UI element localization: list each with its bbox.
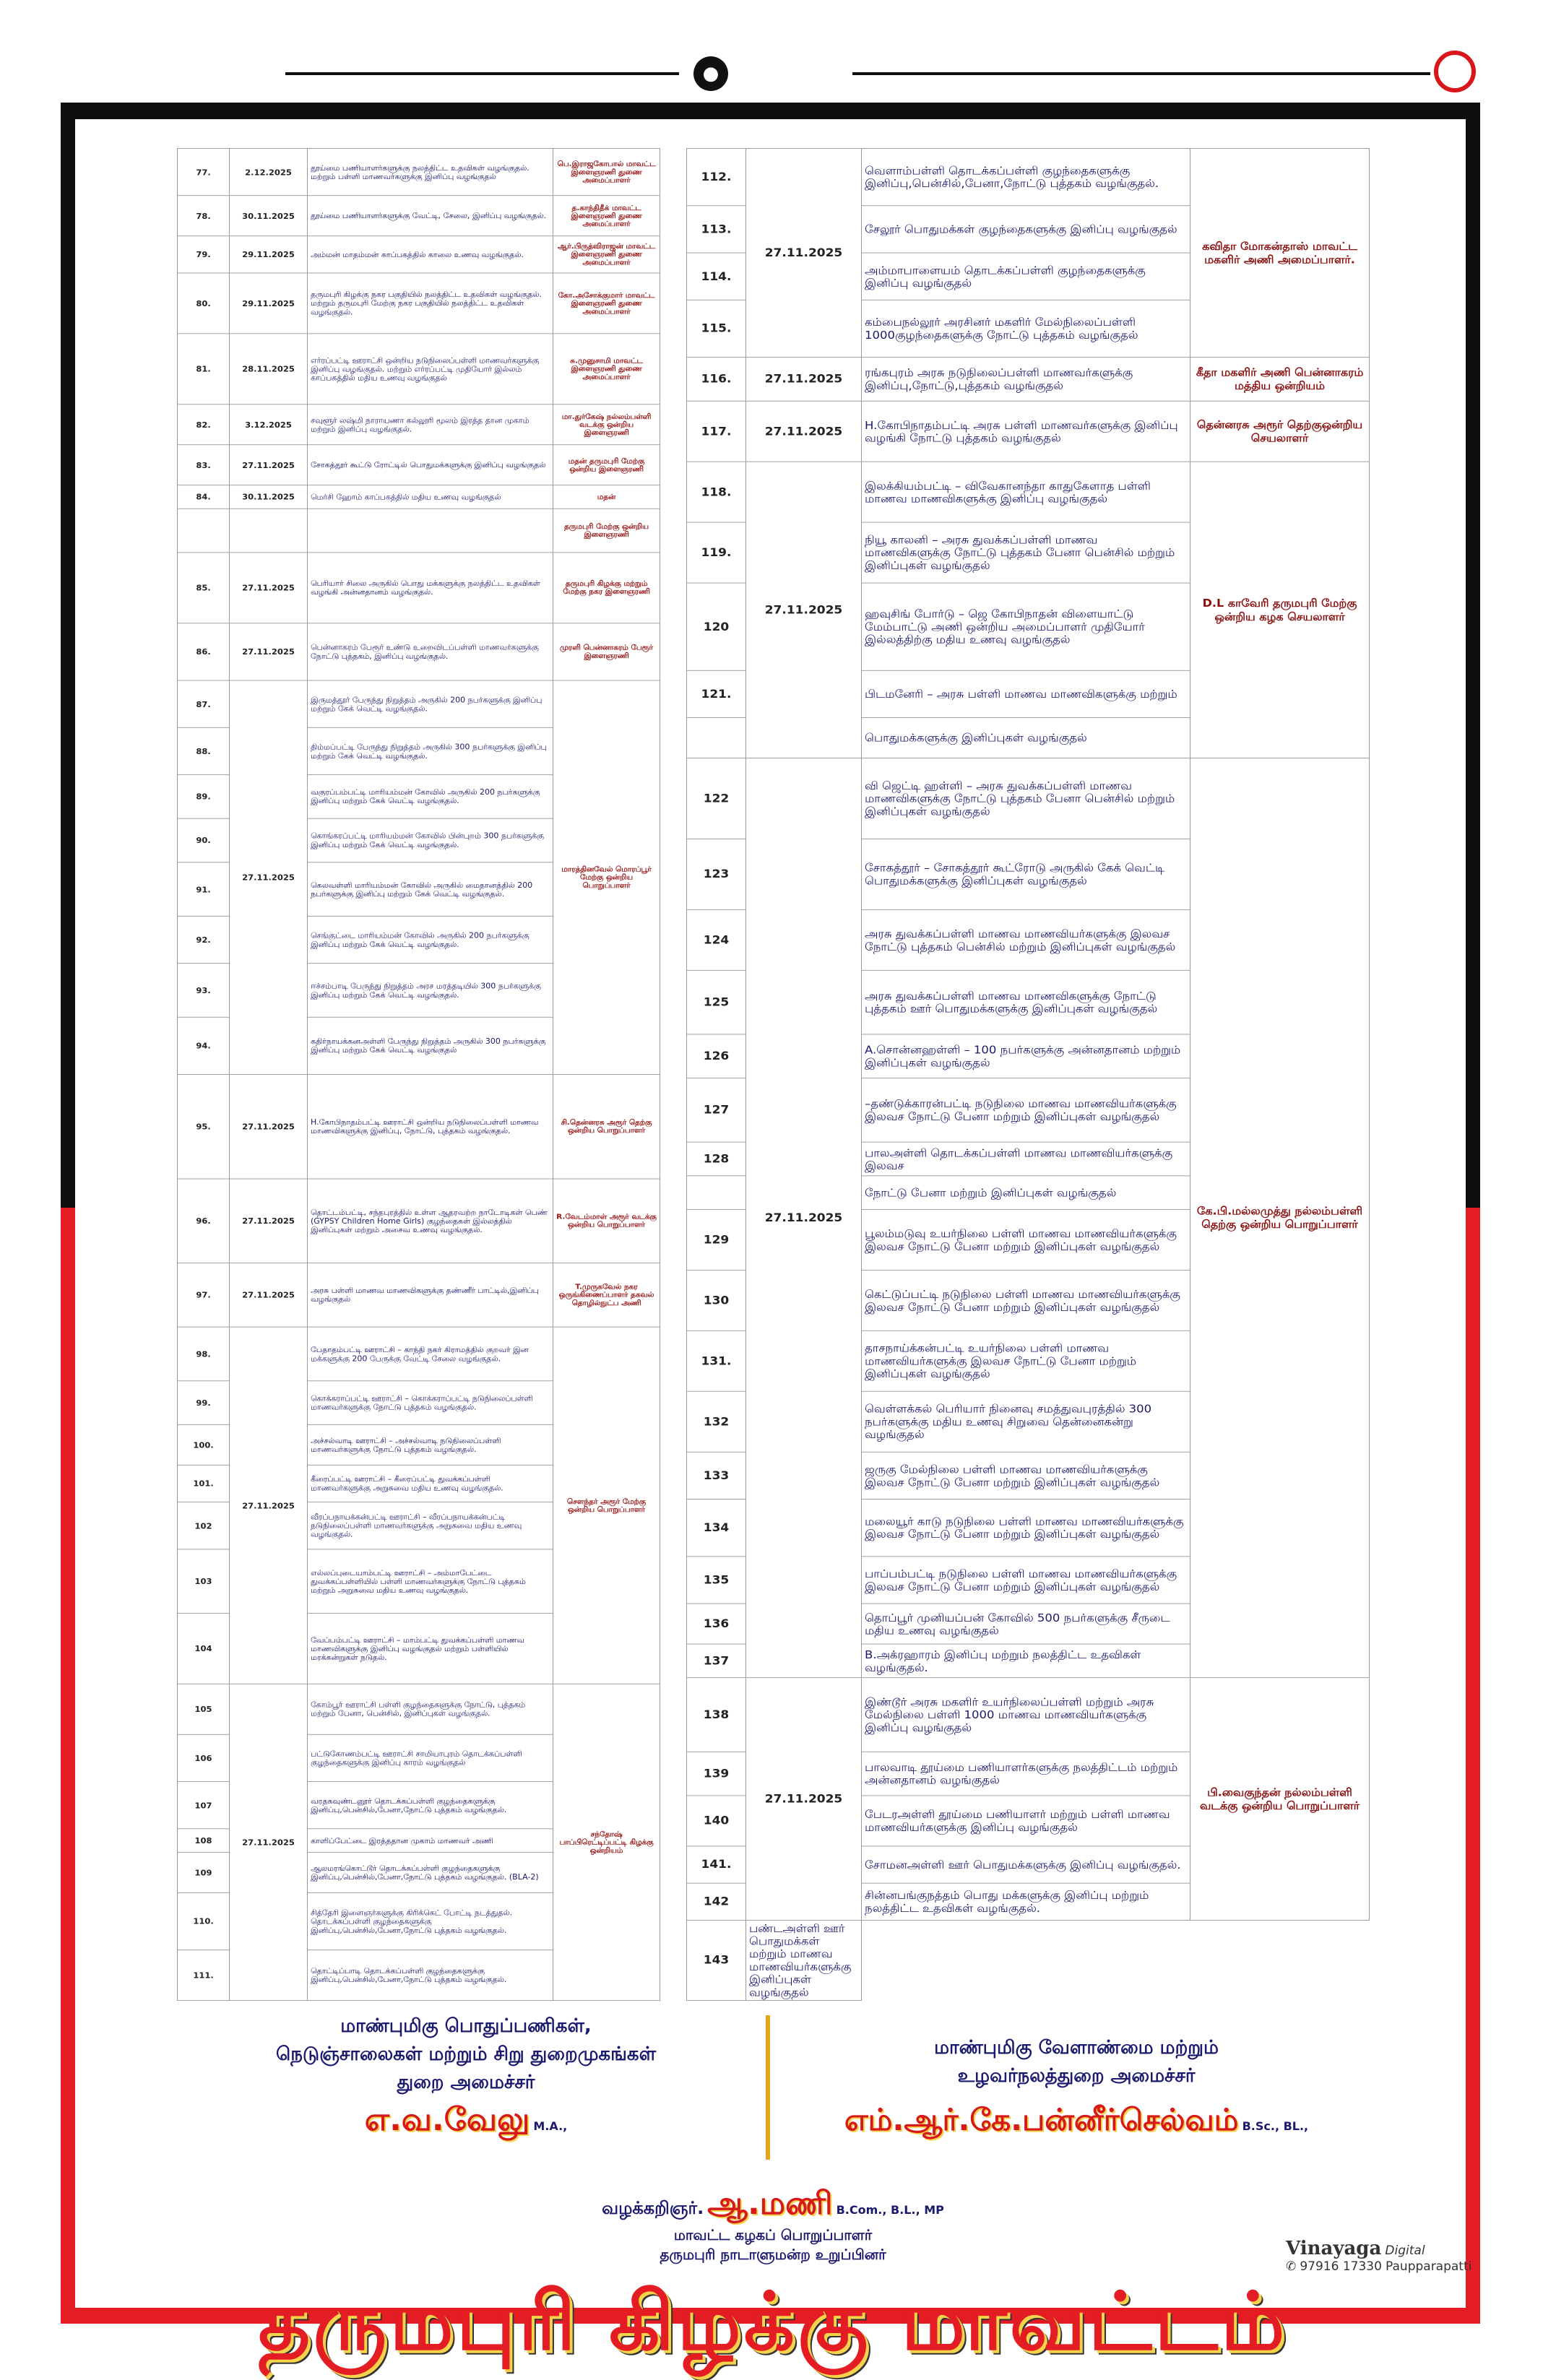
row-date: 27.11.2025 bbox=[230, 1327, 308, 1684]
table-row bbox=[687, 462, 1370, 522]
row-number: 110. bbox=[178, 1892, 230, 1950]
row-description: H.கோபிநாதம்பட்டி ஊராட்சி ஒன்றிய நடுநிலைப்பள்ளி மாணவ மாணவிகளுக்கு இனிப்பு, நோட்டு, புத்தகம் வழங்குதல். bbox=[308, 1075, 553, 1180]
row-date: 27.11.2025 bbox=[230, 623, 308, 680]
table-row bbox=[178, 1263, 660, 1328]
row-number: 121. bbox=[687, 670, 746, 717]
row-description: B.அக்ரஹாரம் இனிப்பு மற்றும் நலத்திட்ட உதவிகள் வழங்குதல். bbox=[862, 1644, 1190, 1678]
row-description: தருமபுரி கிழக்கு நகர பகுதியில் நலத்திட்ட உதவிகள் வழங்குதல். மற்றும் தருமபுரி மேற்கு நகர பகுதியில் நலத்திட்ட உதவிகள் வழங்குதல். bbox=[308, 273, 553, 334]
row-description: பிடமனேரி – அரசு பள்ளி மாணவ மாணவிகளுக்கு மற்றும் bbox=[862, 670, 1190, 717]
row-description: வீரப்பநாயக்கன்பட்டி ஊராட்சி – வீரப்பநாயக்கன்பட்டி நடுநிலைப்பள்ளி மாணவர்களுக்கு அறுசுவை மதிய உணவு வழங்குதல். bbox=[308, 1502, 553, 1549]
row-number: 84. bbox=[178, 485, 230, 509]
row-description: தொட்டம்பட்டி, சந்தபுரத்தில் உள்ள ஆதரவற்ற நாடோடிகள் பெண் (GYPSY Children Home Girls) குழந்தைகள் இல்லத்தில் இனிப்புகள் மற்றும் அசைவ உணவு வழங்குதல். bbox=[308, 1179, 553, 1263]
row-number: 138 bbox=[687, 1678, 746, 1752]
row-description: அச்சல்வாடி ஊராட்சி – அச்சல்வாடி நடுநிலைப்பள்ளி மாணவர்களுக்கு நோட்டு புத்தகம் வழங்குதல். bbox=[308, 1424, 553, 1465]
row-description: அரசு துவக்கப்பள்ளி மாணவ மாணவிகளுக்கு நோட்டு புத்தகம் ஊர் பொதுமக்களுக்கு இனிப்புகள் வழங்குதல் bbox=[862, 970, 1190, 1034]
center-name: ஆ.மணி bbox=[707, 2185, 833, 2222]
row-number: 123 bbox=[687, 839, 746, 909]
row-number: 131. bbox=[687, 1330, 746, 1391]
row-description: நோட்டு பேனா மற்றும் இனிப்புகள் வழங்குதல் bbox=[862, 1176, 1190, 1210]
row-organizer: ஆர்.பிருத்விராஜன் மாவட்ட இளைஞரணி துணை அமைப்பாளர் bbox=[553, 236, 660, 273]
footer-left-minister bbox=[177, 2015, 755, 2142]
table-row bbox=[178, 404, 660, 445]
row-date: 29.11.2025 bbox=[230, 273, 308, 334]
row-number: 128 bbox=[687, 1142, 746, 1176]
footer-divider bbox=[766, 2015, 770, 2160]
row-number: 126 bbox=[687, 1034, 746, 1078]
row-number: 108 bbox=[178, 1829, 230, 1853]
row-description: பேதாதம்பட்டி ஊராட்சி – காந்தி நகர் கிராமத்தில் குறவர் இன மக்களுக்கு 200 பேருக்கு வேட்டி சேலை வழங்குதல். bbox=[308, 1327, 553, 1381]
table-row bbox=[178, 334, 660, 404]
row-date: 27.11.2025 bbox=[230, 1263, 308, 1328]
row-organizer: கோ.அசோக்குமார் மாவட்ட இளைஞரணி துணை அமைப்பாளர் bbox=[553, 273, 660, 334]
row-number: 135 bbox=[687, 1557, 746, 1604]
table-row bbox=[178, 1327, 660, 1381]
row-organizer: சி.தென்னரசு அரூர் தெற்கு ஒன்றிய பொறுப்பாளர் bbox=[553, 1075, 660, 1180]
activity-table-left bbox=[177, 148, 660, 2001]
row-description: கதிர்நாயக்கனஅள்ளி பேருந்து நிறுத்தம் அருகில் 300 நபர்களுக்கு இனிப்பு மற்றும் கேக் வெட்டி வழங்குதல் bbox=[308, 1017, 553, 1074]
row-number: 98. bbox=[178, 1327, 230, 1381]
table-row bbox=[687, 401, 1370, 462]
row-number: 125 bbox=[687, 970, 746, 1034]
row-description: அரசு பள்ளி மாணவ மாணவிகளுக்கு தண்ணீர் பாட்டில்,இனிப்பு வழங்குதல் bbox=[308, 1263, 553, 1328]
row-description bbox=[308, 509, 553, 553]
row-number: 111. bbox=[178, 1950, 230, 2001]
row-number: 82. bbox=[178, 404, 230, 445]
row-date: 27.11.2025 bbox=[746, 462, 862, 758]
row-description: செங்குட்டை மாரியம்மன் கோவில் அருகில் 200 நபர்களுக்கு இனிப்பு மற்றும் கேக் வெட்டி வழங்குதல். bbox=[308, 916, 553, 963]
row-description: ஜருகு மேல்நிலை பள்ளி மாணவ மாணவியர்களுக்கு இலவச நோட்டு பேனா மற்றும் இனிப்புகள் வழங்குதல் bbox=[862, 1452, 1190, 1499]
row-organizer: கே.பி.மல்லமுத்து நல்லம்பள்ளி தெற்கு ஒன்றிய பொறுப்பாளர் bbox=[1190, 758, 1370, 1678]
row-description: பூலம்மடுவு உயர்நிலை பள்ளி மாணவ மாணவியர்களுக்கு இலவச நோட்டு பேனா மற்றும் இனிப்புகள் வழங்குதல் bbox=[862, 1209, 1190, 1270]
table-row bbox=[178, 445, 660, 485]
table-row bbox=[687, 758, 1370, 839]
row-number: 97. bbox=[178, 1263, 230, 1328]
table-row bbox=[178, 273, 660, 334]
row-description: இண்டூர் அரசு மகளிர் உயர்நிலைப்பள்ளி மற்றும் அரசு மேல்நிலை பள்ளி 1000 மாணவ மாணவியர்களுக்கு இனிப்பு வழங்குதல் bbox=[862, 1678, 1190, 1752]
row-description: தாசநாய்க்கன்பட்டி உயர்நிலை பள்ளி மாணவ மாணவியர்களுக்கு இலவச நோட்டு பேனா மற்றும் இனிப்புகள் வழங்குதல் bbox=[862, 1330, 1190, 1391]
row-number: 133 bbox=[687, 1452, 746, 1499]
row-organizer: தென்னரசு அரூர் தெற்குஒன்றிய செயலாளர் bbox=[1190, 401, 1370, 462]
row-description: சோமனஅள்ளி ஊர் பொதுமக்களுக்கு இனிப்பு வழங்குதல். bbox=[862, 1846, 1190, 1883]
row-organizer: கீதா மகளிர் அணி பென்னாகரம் மத்திய ஒன்றியம் bbox=[1190, 358, 1370, 402]
row-organizer: தருமபுரி மேற்கு ஒன்றிய இளைஞரணி bbox=[553, 509, 660, 553]
row-description: சின்னபங்குநத்தம் பொது மக்களுக்கு இனிப்பு மற்றும் நலத்திட்ட உதவிகள் வழங்குதல். bbox=[862, 1883, 1190, 1920]
row-number: 136 bbox=[687, 1604, 746, 1644]
row-number bbox=[178, 509, 230, 553]
row-number: 92. bbox=[178, 916, 230, 963]
right-title-line1: மாண்புமிகு வேளாண்மை மற்றும் bbox=[934, 2037, 1219, 2059]
top-left-rule bbox=[285, 72, 679, 75]
row-organizer: த.காந்திதீக் மாவட்ட இளைஞரணி துணை அமைப்பாளர் bbox=[553, 196, 660, 236]
row-number: 137 bbox=[687, 1644, 746, 1678]
row-description: பண்டஅள்ளி ஊர் பொதுமக்கள் மற்றும் மாணவ மாணவியர்களுக்கு இனிப்புகள் வழங்குதல் bbox=[746, 1920, 862, 2000]
row-description: சேலூர் பொதுமக்கள் குழந்தைகளுக்கு இனிப்பு வழங்குதல் bbox=[862, 206, 1190, 253]
center-prefix: வழக்கறிஞர். bbox=[602, 2198, 704, 2218]
row-number: 106 bbox=[178, 1734, 230, 1781]
row-description: நியூ காலனி – அரசு துவக்கப்பள்ளி மாணவ மாணவிகளுக்கு நோட்டு புத்தகம் பேனா பென்சில் மற்றும் இனிப்புகள் வழங்குதல் bbox=[862, 522, 1190, 583]
row-organizer: மா.துர்கேஷ் நல்லம்பள்ளி வடக்கு ஒன்றிய இளைஞரணி bbox=[553, 404, 660, 445]
row-description: எல்லப்புடையாம்பட்டி ஊராட்சி – அம்மாபேட்டை துவக்கப்பள்ளியில் பள்ளி மாணவர்களுக்கு நோட்டு புத்தகம் மற்றும் அறுசுவை மதிய உணவு வழங்குதல். bbox=[308, 1549, 553, 1614]
row-description: தூய்மை பணியாளர்களுக்கு நலத்திட்ட உதவிகள் வழங்குதல். மற்றும் பள்ளி மாணவர்களுக்கு இனிப்பு வழங்குதல் bbox=[308, 148, 553, 195]
row-description: வகுரப்பம்பட்டி மாரியம்மன் கோவில் அருகில் 200 நபர்களுக்கு இனிப்பு மற்றும் கேக் வெட்டி வழங்குதல். bbox=[308, 775, 553, 819]
row-description: பாலஅள்ளி தொடக்கப்பள்ளி மாணவ மாணவியர்களுக்கு இலவச bbox=[862, 1142, 1190, 1176]
table-row bbox=[178, 1179, 660, 1263]
row-description: கெலவள்ளி மாரியம்மன் கோவில் அருகில் மைதானத்தில் 200 நபர்களுக்கு இனிப்பு மற்றும் கேக் வெட்டி வழங்குதல். bbox=[308, 862, 553, 917]
left-minister-degree: M.A., bbox=[533, 2119, 568, 2133]
row-date: 30.11.2025 bbox=[230, 196, 308, 236]
row-organizer: மாரத்தினவேல் மொரப்பூர் மேற்கு ஒன்றிய பொறுப்பாளர் bbox=[553, 680, 660, 1074]
row-number: 87. bbox=[178, 680, 230, 727]
row-description: H.கோபிநாதம்பட்டி அரசு பள்ளி மாணவர்களுக்கு இனிப்பு வழங்கி நோட்டு புத்தகம் வழங்குதல் bbox=[862, 401, 1190, 462]
row-number: 80. bbox=[178, 273, 230, 334]
row-number bbox=[687, 1176, 746, 1210]
row-number: 101. bbox=[178, 1465, 230, 1502]
row-number: 107 bbox=[178, 1782, 230, 1829]
row-description: அம்மாபாளையம் தொடக்கப்பள்ளி குழந்தைகளுக்கு இனிப்பு வழங்குதல் bbox=[862, 253, 1190, 300]
row-number: 140 bbox=[687, 1796, 746, 1846]
row-description: வேப்பம்பட்டி ஊராட்சி – மாம்பட்டி துவக்கப்பள்ளி மாணவ மாணவிகளுக்கு இனிப்பு வழங்குதல் மற்றும் பள்ளியில் மரக்கன்றுகள் நடுதல். bbox=[308, 1613, 553, 1684]
row-number: 129 bbox=[687, 1209, 746, 1270]
row-description: பென்னாகரம் பேரூர் உண்டு உறைவிடப்பள்ளி மாணவர்களுக்கு நோட்டு புத்தகம், இனிப்பு வழங்குதல். bbox=[308, 623, 553, 680]
row-number: 93. bbox=[178, 964, 230, 1018]
row-number: 85. bbox=[178, 553, 230, 623]
studio-credit bbox=[1286, 2238, 1471, 2274]
row-description: சவுளூர் லஷ்மி நாராயணா கல்லூரி மூலம் இரத்த தான முகாம் மற்றும் இனிப்பு வழங்குதல். bbox=[308, 404, 553, 445]
table-row bbox=[178, 1075, 660, 1180]
right-table bbox=[686, 148, 1370, 2001]
left-title-line1: மாண்புமிகு பொதுப்பணிகள், bbox=[340, 2015, 592, 2037]
top-right-rule bbox=[852, 72, 1430, 75]
row-date: 27.11.2025 bbox=[230, 1684, 308, 2000]
elephant-emblem-icon: ● bbox=[693, 56, 728, 91]
phone-icon: ✆ bbox=[1286, 2259, 1297, 2274]
row-organizer: சந்தோஷ் பாப்பிரெட்டிப்பட்டி கிழக்கு ஒன்றியம் bbox=[553, 1684, 660, 2000]
row-organizer: பெ.இராஜகோபால் மாவட்ட இளைஞரணி துணை அமைப்பாளர் bbox=[553, 148, 660, 195]
right-minister-name: எம்.ஆர்.கே.பன்னீர்செல்வம் bbox=[844, 2102, 1239, 2137]
row-description: பாலவாடி தூய்மை பணியாளர்களுக்கு நலத்திட்டம் மற்றும் அன்னதானம் வழங்குதல் bbox=[862, 1752, 1190, 1796]
row-number: 105 bbox=[178, 1684, 230, 1734]
row-number: 139 bbox=[687, 1752, 746, 1796]
row-date: 28.11.2025 bbox=[230, 334, 308, 404]
table-row bbox=[178, 509, 660, 553]
row-number: 116. bbox=[687, 358, 746, 402]
row-description: வி ஜெட்டி ஹள்ளி – அரசு துவக்கப்பள்ளி மாணவ மாணவிகளுக்கு நோட்டு புத்தகம் பேனா பென்சில் மற்றும் இனிப்புகள் வழங்குதல் bbox=[862, 758, 1190, 839]
row-number: 88. bbox=[178, 727, 230, 774]
row-number: 127 bbox=[687, 1078, 746, 1143]
row-date: 27.11.2025 bbox=[746, 401, 862, 462]
studio-tag: Digital bbox=[1385, 2243, 1425, 2258]
row-number: 141. bbox=[687, 1846, 746, 1883]
footer-right-minister bbox=[784, 2037, 1369, 2142]
row-organizer: பி.வைகுந்தன் நல்லம்பள்ளி வடக்கு ஒன்றிய பொறுப்பாளர் bbox=[1190, 1678, 1370, 1921]
row-number: 86. bbox=[178, 623, 230, 680]
row-description: கொக்கராப்பட்டி ஊராட்சி – கொக்கராப்பட்டி நடுநிலைப்பள்ளி மாணவர்களுக்கு நோட்டு புத்தகம் வழங்குதல். bbox=[308, 1381, 553, 1425]
row-number: 78. bbox=[178, 196, 230, 236]
district-banner: தருமபுரி கிழக்கு மாவட்டம் bbox=[258, 2275, 1288, 2368]
row-number: 134 bbox=[687, 1500, 746, 1557]
row-date: 27.11.2025 bbox=[746, 758, 862, 1678]
row-description: கம்பைநல்லூர் அரசினர் மகளிர் மேல்நிலைப்பள்ளி 1000குழந்தைகளுக்கு நோட்டு புத்தகம் வழங்குதல் bbox=[862, 300, 1190, 357]
row-date: 27.11.2025 bbox=[230, 445, 308, 485]
row-description: தொப்பூர் முனியப்பன் கோவில் 500 நபர்களுக்கு சீருடை மதிய உணவு வழங்குதல் bbox=[862, 1604, 1190, 1644]
row-description: இலக்கியம்பட்டி – விவேகானந்தா காதுகேளாத பள்ளி மாணவ மாணவிகளுக்கு இனிப்பு வழங்குதல் bbox=[862, 462, 1190, 522]
row-description: அரசு துவக்கப்பள்ளி மாணவ மாணவியர்களுக்கு இலவச நோட்டு புத்தகம் பென்சில் மற்றும் இனிப்புகள் வழங்குதல் bbox=[862, 909, 1190, 970]
activity-table-right bbox=[686, 148, 1369, 2001]
studio-place: Paupparapatti bbox=[1386, 2259, 1472, 2274]
row-description: வெளாம்பள்ளி தொடக்கப்பள்ளி குழந்தைகளுக்கு இனிப்பு,பென்சில்,பேனா,நோட்டு புத்தகம் வழங்குதல். bbox=[862, 148, 1190, 205]
row-number: 122 bbox=[687, 758, 746, 839]
row-number: 96. bbox=[178, 1179, 230, 1263]
row-description: காளிப்பேட்டை இரத்ததான முகாம் மாணவர் அணி bbox=[308, 1829, 553, 1853]
row-number: 89. bbox=[178, 775, 230, 819]
row-date: 30.11.2025 bbox=[230, 485, 308, 509]
row-organizer: சௌந்தர் அரூர் மேற்கு ஒன்றிய பொறுப்பாளர் bbox=[553, 1327, 660, 1684]
row-number: 79. bbox=[178, 236, 230, 273]
row-description: திம்மப்பட்டி பேருந்து நிறுத்தம் அருகில் 300 நபர்களுக்கு இனிப்பு மற்றும் கேக் வெட்டி வழங்குதல். bbox=[308, 727, 553, 774]
row-number: 95. bbox=[178, 1075, 230, 1180]
row-date bbox=[230, 509, 308, 553]
row-description: சித்தேரி இளைஞர்களுக்கு கிரிக்கெட் போட்டி நடத்துதல். தொடக்கப்பள்ளி குழந்தைகளுக்கு இனிப்பு,பென்சில்,பேனா,நோட்டு புத்தகம் வழங்குதல். bbox=[308, 1892, 553, 1950]
row-description: இருமத்தூர் பேருந்து நிறுத்தம் அருகில் 200 நபர்களுக்கு இனிப்பு மற்றும் கேக் வெட்டி வழங்குதல். bbox=[308, 680, 553, 727]
row-number: 104 bbox=[178, 1613, 230, 1684]
row-description: மலையூர் காடு நடுநிலை பள்ளி மாணவ மாணவியர்களுக்கு இலவச நோட்டு பேனா மற்றும் இனிப்புகள் வழங்குதல் bbox=[862, 1500, 1190, 1557]
row-number: 115. bbox=[687, 300, 746, 357]
row-number: 83. bbox=[178, 445, 230, 485]
row-number: 109 bbox=[178, 1852, 230, 1892]
row-number: 117. bbox=[687, 401, 746, 462]
right-minister-degree: B.Sc., BL., bbox=[1242, 2119, 1309, 2133]
row-number: 119. bbox=[687, 522, 746, 583]
row-description: கோம்பூர் ஊராட்சி பள்ளி குழந்தைகளுக்கு நோட்டு, புத்தகம் மற்றும் பேனா, பென்சில், இனிப்புகள் வழங்குதல். bbox=[308, 1684, 553, 1734]
studio-phone: 97916 17330 bbox=[1300, 2259, 1382, 2274]
row-description: ரங்கபுரம் அரசு நடுநிலைப்பள்ளி மாணவர்களுக்கு இனிப்பு,நோட்டு,புத்தகம் வழங்குதல் bbox=[862, 358, 1190, 402]
row-date: 27.11.2025 bbox=[230, 1075, 308, 1180]
row-date: 27.11.2025 bbox=[746, 358, 862, 402]
row-description: பேடரஅள்ளி தூய்மை பணியாளர் மற்றும் பள்ளி மாணவ மாணவியர்களுக்கு இனிப்பு வழங்குதல் bbox=[862, 1796, 1190, 1846]
row-description: ஆலமரங்கொட்டூர் தொடக்கப்பள்ளி குழந்தைகளுக்கு இனிப்பு,பென்சில்,பேனா,நோட்டு புத்தகம் வழங்குதல். (BLA-2) bbox=[308, 1852, 553, 1892]
row-number: 130 bbox=[687, 1270, 746, 1330]
table-row bbox=[178, 236, 660, 273]
table-row bbox=[178, 196, 660, 236]
row-description: தூய்மை பணியாளர்களுக்கு வேட்டி, சேலை, இனிப்பு வழங்குதல். bbox=[308, 196, 553, 236]
row-number: 77. bbox=[178, 148, 230, 195]
row-date: 27.11.2025 bbox=[746, 148, 862, 357]
row-number: 114. bbox=[687, 253, 746, 300]
table-row bbox=[178, 485, 660, 509]
footer-center-mp bbox=[321, 2185, 1224, 2265]
row-number: 112. bbox=[687, 148, 746, 205]
left-title-line2: நெடுஞ்சாலைகள் மற்றும் சிறு துறைமுகங்கள் bbox=[275, 2043, 657, 2065]
row-number: 99. bbox=[178, 1381, 230, 1425]
row-number: 103 bbox=[178, 1549, 230, 1614]
row-description: பெரியார் சிலை அருகில் பொது மக்களுக்கு நலத்திட்ட உதவிகள் வழங்கி அன்னதானம் வழங்குதல். bbox=[308, 553, 553, 623]
row-date: 27.11.2025 bbox=[746, 1678, 862, 1921]
center-line1: மாவட்ட கழகப் பொறுப்பாளர் bbox=[673, 2226, 873, 2243]
center-degree: B.Com., B.L., MP bbox=[836, 2203, 944, 2217]
row-organizer: T.முருகவேல் நகர ஒருங்கிணைப்பாளர் தகவல் தொழில்நுட்ப அணி bbox=[553, 1263, 660, 1328]
row-organizer: சு.முனுசாமி மாவட்ட இளைஞரணி துணை அமைப்பாளர் bbox=[553, 334, 660, 404]
center-line2: தருமபுரி நாடாளுமன்ற உறுப்பினர் bbox=[660, 2246, 886, 2263]
row-description: கெட்டுப்பட்டி நடுநிலை பள்ளி மாணவ மாணவியர்களுக்கு இலவச நோட்டு பேனா மற்றும் இனிப்புகள் வழங்குதல் bbox=[862, 1270, 1190, 1330]
row-organizer: முரளி பென்னாகரம் பேரூர் இளைஞரணி bbox=[553, 623, 660, 680]
table-row bbox=[687, 358, 1370, 402]
row-number: 100. bbox=[178, 1424, 230, 1465]
row-description: வரதகவுண்டனூர் தொடக்கப்பள்ளி குழந்தைகளுக்கு இனிப்பு,பென்சில்,பேனா,நோட்டு புத்தகம் வழங்குதல். bbox=[308, 1782, 553, 1829]
row-number: 81. bbox=[178, 334, 230, 404]
row-description: பாப்பம்பட்டி நடுநிலை பள்ளி மாணவ மாணவியர்களுக்கு இலவச நோட்டு பேனா மற்றும் இனிப்புகள் வழங்குதல் bbox=[862, 1557, 1190, 1604]
top-ornament bbox=[0, 0, 1543, 101]
table-row bbox=[178, 623, 660, 680]
row-organizer: தருமபுரி கிழக்கு மற்றும் மேற்கு நகர இளைஞரணி bbox=[553, 553, 660, 623]
row-number: 94. bbox=[178, 1017, 230, 1074]
row-number: 118. bbox=[687, 462, 746, 522]
row-number bbox=[687, 718, 746, 758]
row-description: அம்மன் மாதம்மன் காப்பகத்தில் காலை உணவு வழங்குதல். bbox=[308, 236, 553, 273]
row-description: கீரைப்பட்டி ஊராட்சி – கீரைப்பட்டி துவக்கப்பள்ளி மாணவர்களுக்கு அறுசுவை மதிய உணவு வழங்குதல். bbox=[308, 1465, 553, 1502]
studio-name: Vinayaga bbox=[1286, 2238, 1382, 2259]
row-number: 124 bbox=[687, 909, 746, 970]
row-date: 29.11.2025 bbox=[230, 236, 308, 273]
row-date: 3.12.2025 bbox=[230, 404, 308, 445]
row-organizer: மதன் தருமபுரி மேற்கு ஒன்றிய இளைஞரணி bbox=[553, 445, 660, 485]
row-description: ஹவுசிங் போர்டு – ஜெ கோபிநாதன் விளையாட்டு மேம்பாட்டு அணி ஒன்றிய அமைப்பாளர் முதியோர் இல்லத்திற்கு மதிய உணவு வழங்குதல் bbox=[862, 583, 1190, 670]
table-row bbox=[178, 1684, 660, 1734]
row-description: –தண்டுக்காரன்பட்டி நடுநிலை மாணவ மாணவியர்களுக்கு இலவச நோட்டு பேனா மற்றும் இனிப்புகள் வழங்குதல் bbox=[862, 1078, 1190, 1143]
row-description: தொட்டிப்பாடி தொடக்கப்பள்ளி குழந்தைகளுக்கு இனிப்பு,பென்சில்,பேனா,நோட்டு புத்தகம் வழங்குதல். bbox=[308, 1950, 553, 2001]
row-number: 91. bbox=[178, 862, 230, 917]
table-row bbox=[687, 148, 1370, 205]
row-organizer: D.L காவேரி தருமபுரி மேற்கு ஒன்றிய கழக செயலாளர் bbox=[1190, 462, 1370, 758]
row-number: 113. bbox=[687, 206, 746, 253]
table-row bbox=[178, 553, 660, 623]
row-description: சோகத்தூர் – சோகத்தூர் கூட்ரோடு அருகில் கேக் வெட்டி பொதுமக்களுக்கு இனிப்புகள் வழங்குதல் bbox=[862, 839, 1190, 909]
row-date: 27.11.2025 bbox=[230, 680, 308, 1074]
table-row bbox=[178, 148, 660, 195]
row-description: கொங்கரப்பட்டி மாரியம்மன் கோவில் பின்புறம் 300 நபர்களுக்கு இனிப்பு மற்றும் கேக் வெட்டி வழங்குதல். bbox=[308, 818, 553, 862]
row-description: பட்டுகோணம்பட்டி ஊராட்சி சாமியாபுரம் தொடக்கப்பள்ளி குழந்தைகளுக்கு இனிப்பு காரம் வழங்குதல் bbox=[308, 1734, 553, 1781]
row-description: எர்ரப்பட்டி ஊராட்சி ஒன்றிய நடுநிலைப்பள்ளி மாணவர்களுக்கு இனிப்பு வழங்குதல். மற்றும் எர்ரப்பட்டி முதியோர் இல்லம் காப்பகத்தில் மதிய உணவு வழங்குதல் bbox=[308, 334, 553, 404]
table-row bbox=[178, 680, 660, 727]
row-number: 143 bbox=[687, 1920, 746, 2000]
row-description: வெள்ளக்கல் பெரியார் நினைவு சமத்துவபுரத்தில் 300 நபர்களுக்கு மதிய உணவு சிறுவை தென்னைகன்று வழங்குதல் bbox=[862, 1391, 1190, 1452]
row-description: பொதுமக்களுக்கு இனிப்புகள் வழங்குதல் bbox=[862, 718, 1190, 758]
row-number: 120 bbox=[687, 583, 746, 670]
right-title-line2: உழவர்நலத்துறை அமைச்சர் bbox=[957, 2065, 1196, 2087]
red-ring-icon bbox=[1434, 51, 1476, 92]
footer bbox=[177, 2015, 1369, 2368]
row-date: 2.12.2025 bbox=[230, 148, 308, 195]
row-description: A.சொன்னஹள்ளி – 100 நபர்களுக்கு அன்னதானம் மற்றும் இனிப்புகள் வழங்குதல் bbox=[862, 1034, 1190, 1078]
row-number: 102 bbox=[178, 1502, 230, 1549]
row-organizer: கவிதா மோகன்தாஸ் மாவட்ட மகளிர் அணி அமைப்பாளர். bbox=[1190, 148, 1370, 357]
row-number: 142 bbox=[687, 1883, 746, 1920]
left-minister-name: எ.வ.வேலு bbox=[364, 2101, 530, 2138]
row-date: 27.11.2025 bbox=[230, 1179, 308, 1263]
row-number: 132 bbox=[687, 1391, 746, 1452]
row-date: 27.11.2025 bbox=[230, 553, 308, 623]
row-organizer: R.வேடம்மாள் அரூர் வடக்கு ஒன்றிய பொறுப்பாளர் bbox=[553, 1179, 660, 1263]
row-description: ஈச்சம்பாடி பேருந்து நிறுத்தம் அரச மரத்தடியில் 300 நபர்களுக்கு இனிப்பு மற்றும் கேக் வெட்டி வழங்குதல். bbox=[308, 964, 553, 1018]
row-number: 90. bbox=[178, 818, 230, 862]
row-description: சோகத்தூர் கூட்டு ரோட்டில் பொதுமக்களுக்கு இனிப்பு வழங்குதல் bbox=[308, 445, 553, 485]
table-row bbox=[687, 1920, 1370, 2000]
left-table bbox=[177, 148, 660, 2001]
row-organizer: மதன் bbox=[553, 485, 660, 509]
row-description: மெர்சி ஹோம் காப்பகத்தில் மதிய உணவு வழங்குதல் bbox=[308, 485, 553, 509]
left-title-line3: துறை அமைச்சர் bbox=[397, 2072, 535, 2093]
table-row bbox=[687, 1678, 1370, 1752]
